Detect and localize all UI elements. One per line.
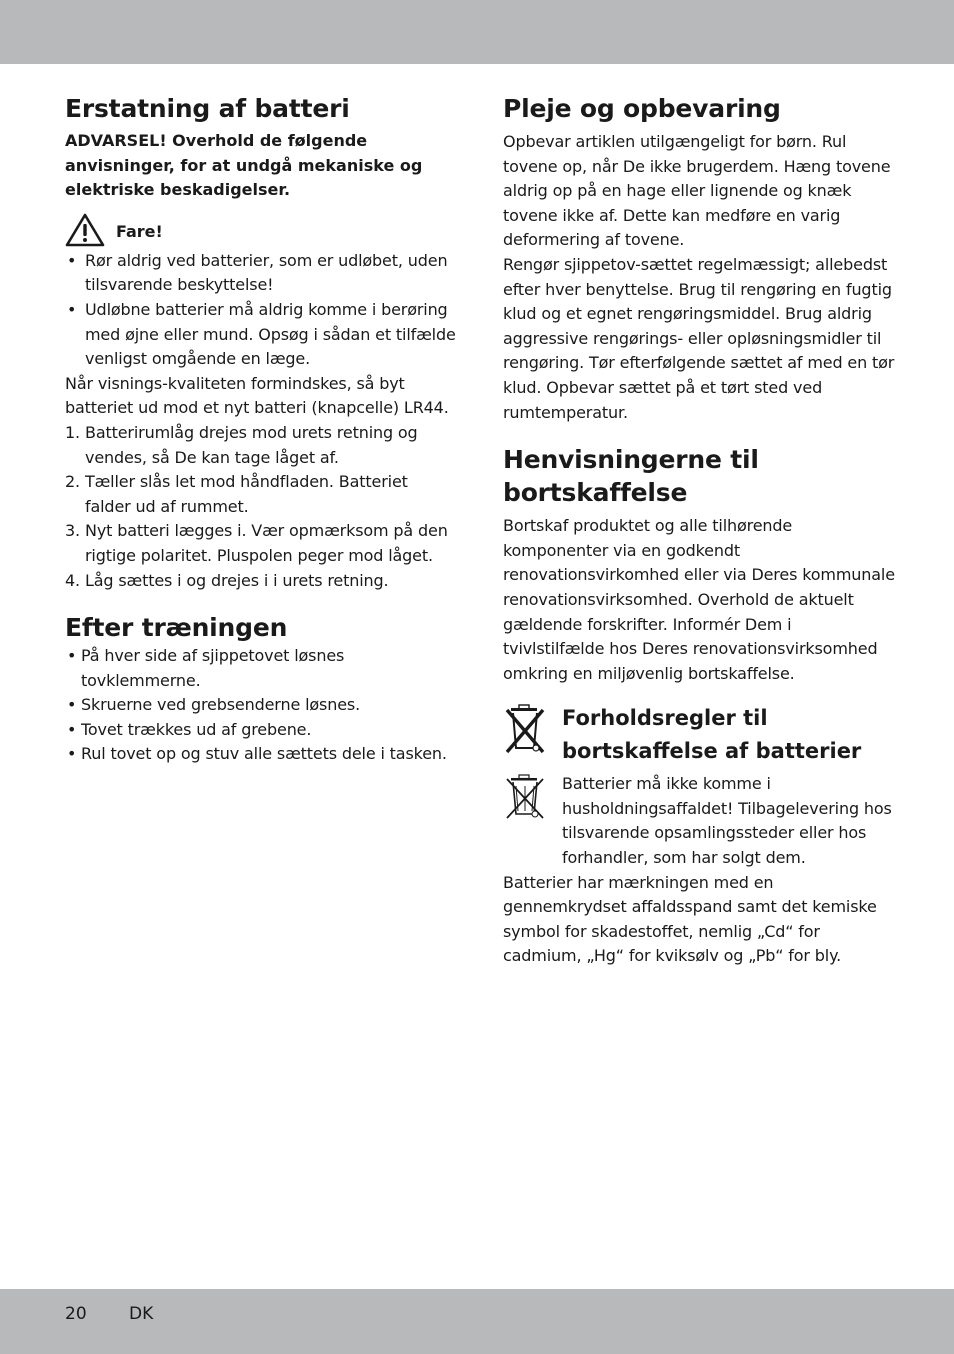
danger-label: Fare! — [116, 222, 163, 242]
list-item — [65, 569, 457, 594]
step-text: Tæller slås let mod håndfladen. Batteriet falder ud af rummet. — [85, 472, 408, 516]
care-section-title: Pleje og opbevaring — [503, 94, 781, 123]
battery-disposal-paragraph-2: Batterier har mærkningen med en gennemkrydset affaldsspand samt det kemiske symbol for skadestoffet, nemlig „Cd“ for cadmium, „Hg“ for kviksølv og „Pb“ for bly. — [503, 872, 877, 966]
step-number: 2. — [65, 472, 80, 492]
step-number: 3. — [65, 521, 80, 541]
left-column — [65, 92, 457, 767]
disposal-section — [503, 443, 895, 686]
language-code: DK — [129, 1304, 154, 1324]
battery-disposal-title — [562, 702, 861, 768]
care-paragraph-1: Opbevar artiklen utilgængeligt for børn. Rul tovene op, når De ikke brugerdem. Hæng tovene aldrig op på en hage eller lignende og knæk tovene ikke af. Dette kan medføre en varig deformering af tovene. — [503, 132, 891, 250]
list-item: • Skruerne ved grebsenderne løsnes. — [65, 693, 457, 718]
list-item: • Rør aldrig ved batterier, som er udløbet, uden tilsvarende beskyttelse! — [65, 249, 457, 298]
battery-disposal-header — [503, 702, 895, 768]
list-item — [65, 421, 457, 470]
right-column — [503, 92, 895, 969]
list-item — [65, 470, 457, 519]
crossed-bin-icon — [503, 704, 547, 756]
step-text: Batterirumlåg drejes mod urets retning og vendes, så De kan tage låget af. — [85, 422, 418, 467]
battery-disposal-title-line-2: bortskaffelse af batterier — [562, 739, 862, 764]
step-text: Nyt batteri lægges i. Vær opmærksom på den rigtige polaritet. Pluspolen peger mod låget. — [85, 521, 448, 565]
page-number: 20 — [65, 1304, 87, 1324]
battery-disposal-paragraph-1: Batterier må ikke komme i husholdningsaffaldet! Tilbagelevering hos tilsvarende opsamlingssteder eller hos forhandler, som har solgt dem. — [562, 774, 892, 868]
battery-warning: ADVARSEL! Overhold de følgende anvisninger, for at undgå mekaniske og elektriske beskadigelser. — [65, 131, 423, 200]
after-training-section — [65, 611, 457, 767]
battery-disposal-body — [503, 772, 895, 969]
list-item — [65, 519, 457, 568]
battery-section-title: Erstatning af batteri — [65, 94, 350, 123]
list-item: • På hver side af sjippetovet løsnes tovklemmerne. — [65, 644, 457, 693]
list-item: • Udløbne batterier må aldrig komme i berøring med øjne eller mund. Opsøg i sådan et tilfælde venligst omgående en læge. — [65, 298, 457, 372]
after-training-list — [65, 644, 457, 767]
disposal-title — [503, 443, 895, 509]
crossed-bin-icon — [503, 774, 547, 820]
step-number: 4. — [65, 570, 80, 590]
warning-triangle-icon — [65, 213, 105, 247]
battery-steps — [65, 421, 457, 593]
care-paragraph-2: Rengør sjippetov-sættet regelmæssigt; allebedst efter hver benyttelse. Brug til rengøring en fugtig klud og et egnet rengøringsmiddel. Brug aldrig aggressive rengørings- eller opløsningsmidler til rengøring. Tør efterfølgende sættet af med en tør klud. Opbevar sættet på et tørt sted ved rumtemperatur. — [503, 254, 895, 422]
list-item: • Tovet trækkes ud af grebene. — [65, 718, 457, 743]
danger-list — [65, 249, 457, 372]
danger-row — [65, 211, 457, 249]
disposal-title-line-1: Henvisningerne til — [503, 445, 759, 475]
step-text: Låg sættes i og drejes i i urets retning. — [85, 570, 389, 590]
step-number: 1. — [65, 422, 80, 442]
battery-disposal-title-line-1: Forholdsregler til — [562, 706, 768, 731]
header-bar — [0, 0, 954, 64]
list-item: • Rul tovet op og stuv alle sættets dele i tasken. — [65, 742, 457, 767]
battery-intro: Når visnings-kvaliteten formindskes, så byt batteriet ud mod et nyt batteri (knapcelle) LR44. — [65, 373, 449, 418]
disposal-body: Bortskaf produktet og alle tilhørende komponenter via en godkendt renovationsvirkomhed eller via Deres kommunale renovationsvirksomhed. Overhold de aktuelt gældende forskrifter. Informér Dem i tvivlstilfælde hos Deres renovationsvirksomhed omkring en miljøvenlig bortskaffelse. — [503, 516, 895, 683]
disposal-title-line-2: bortskaffelse — [503, 478, 688, 508]
after-training-title: Efter træningen — [65, 613, 288, 643]
